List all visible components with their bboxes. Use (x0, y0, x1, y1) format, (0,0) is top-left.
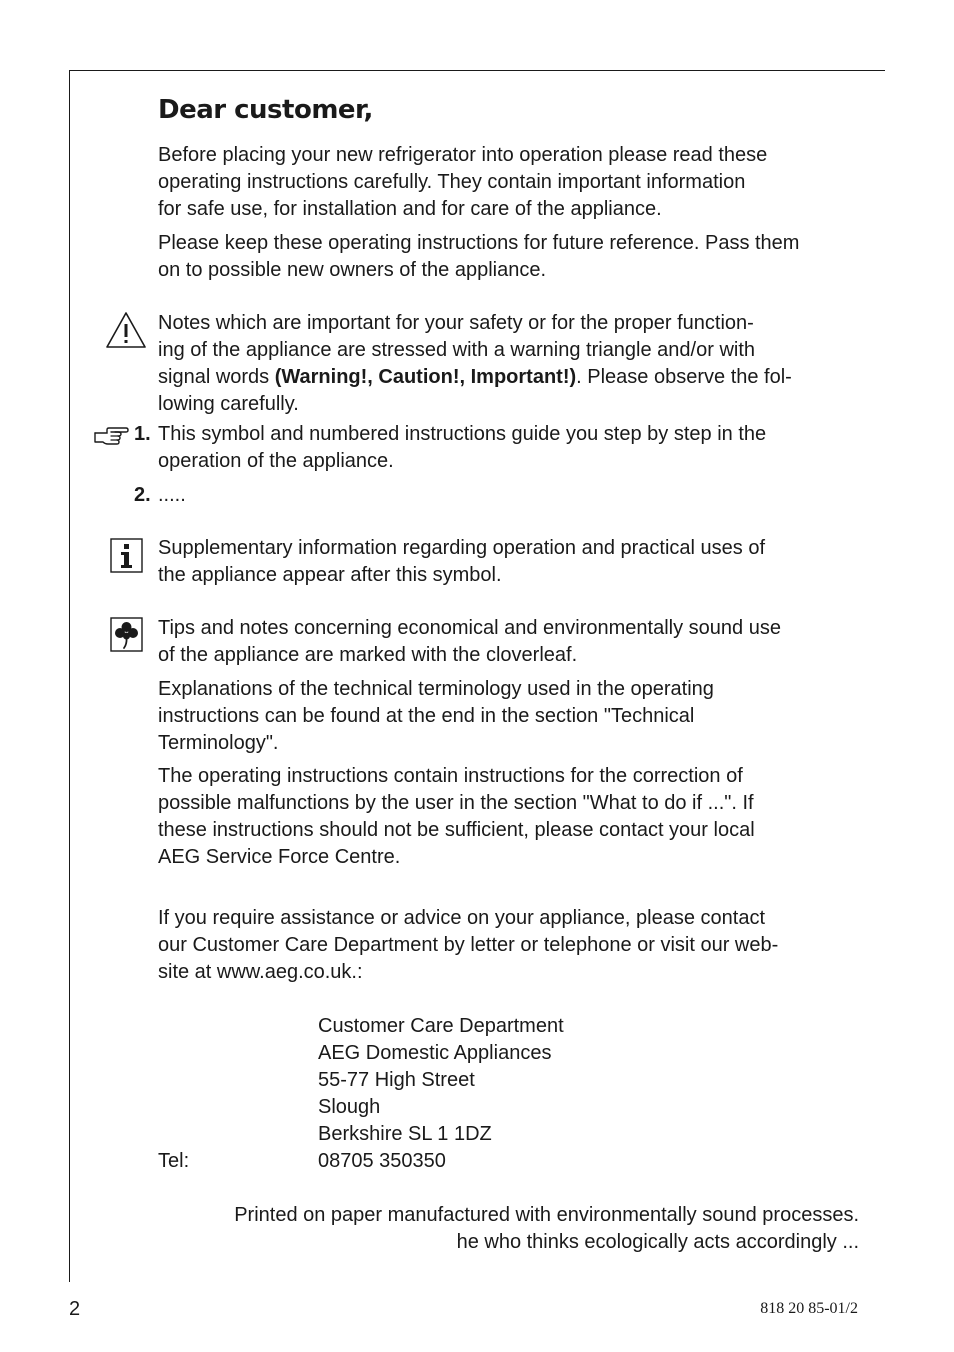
document-code: 818 20 85-01/2 (760, 1300, 858, 1317)
info-paragraph: Supplementary information regarding operation and practical uses of the appliance appear after this symbol. (158, 537, 766, 586)
malfunction-paragraph: The operating instructions contain instructions for the correction of possible malfunctions by the user in the section "What to do if ...". If these instructions should not be sufficient, please contact your local AEG Service Force Centre. (158, 765, 755, 868)
intro-paragraph-2: Please keep these operating instructions for future reference. Pass them on to possible new owners of the appliance. (158, 232, 800, 281)
address-line: Customer Care Department (318, 1015, 564, 1037)
intro-paragraph-1: Before placing your new refrigerator into operation please read these operating instructions carefully. They contain important information for safe use, for installation and for care of the appliance. (158, 144, 768, 220)
address-line: Slough (318, 1096, 381, 1118)
warning-text-end: . Please observe the fol- lowing carefully. (158, 366, 792, 415)
step-2-text: ..... (158, 484, 186, 506)
signal-words: (Warning!, Caution!, Important!) (274, 366, 577, 388)
page-number: 2 (69, 1298, 81, 1320)
cloverleaf-icon (110, 617, 143, 652)
tel-number: 08705 350350 (318, 1150, 446, 1172)
warning-triangle-icon (104, 310, 148, 350)
page-title: Dear customer, (158, 95, 373, 125)
top-rule (69, 70, 885, 71)
warning-paragraph (158, 310, 868, 418)
address-line: AEG Domestic Appliances (318, 1042, 552, 1064)
tel-label: Tel: (158, 1150, 190, 1172)
address-line: 55-77 High Street (318, 1069, 475, 1091)
warning-text-start: Notes which are important for your safety or for the proper function- ing of the appliance are stressed with a warning triangle and/or with signal words (158, 312, 756, 388)
address-line: Berkshire SL 1 1DZ (318, 1123, 492, 1145)
eco-paragraph: Tips and notes concerning economical and environmentally sound use of the appliance are marked with the cloverleaf. (158, 617, 781, 666)
pointing-hand-icon (93, 425, 129, 447)
assistance-paragraph: If you require assistance or advice on your appliance, please contact our Customer Care Department by letter or telephone or visit our web- site at www.aeg.co.uk.: (158, 907, 779, 983)
step-1-number: 1. (134, 423, 151, 445)
recycled-paper-note: Printed on paper manufactured with environmentally sound processes. he who thinks ecologically acts accordingly ... (234, 1204, 859, 1253)
terminology-paragraph: Explanations of the technical terminology used in the operating instructions can be found at the end in the section "Technical Terminology". (158, 678, 714, 754)
left-rule (69, 70, 70, 1282)
step-1-text: This symbol and numbered instructions guide you step by step in the operation of the appliance. (158, 423, 767, 472)
info-icon (110, 538, 143, 573)
step-2-number: 2. (134, 484, 151, 506)
